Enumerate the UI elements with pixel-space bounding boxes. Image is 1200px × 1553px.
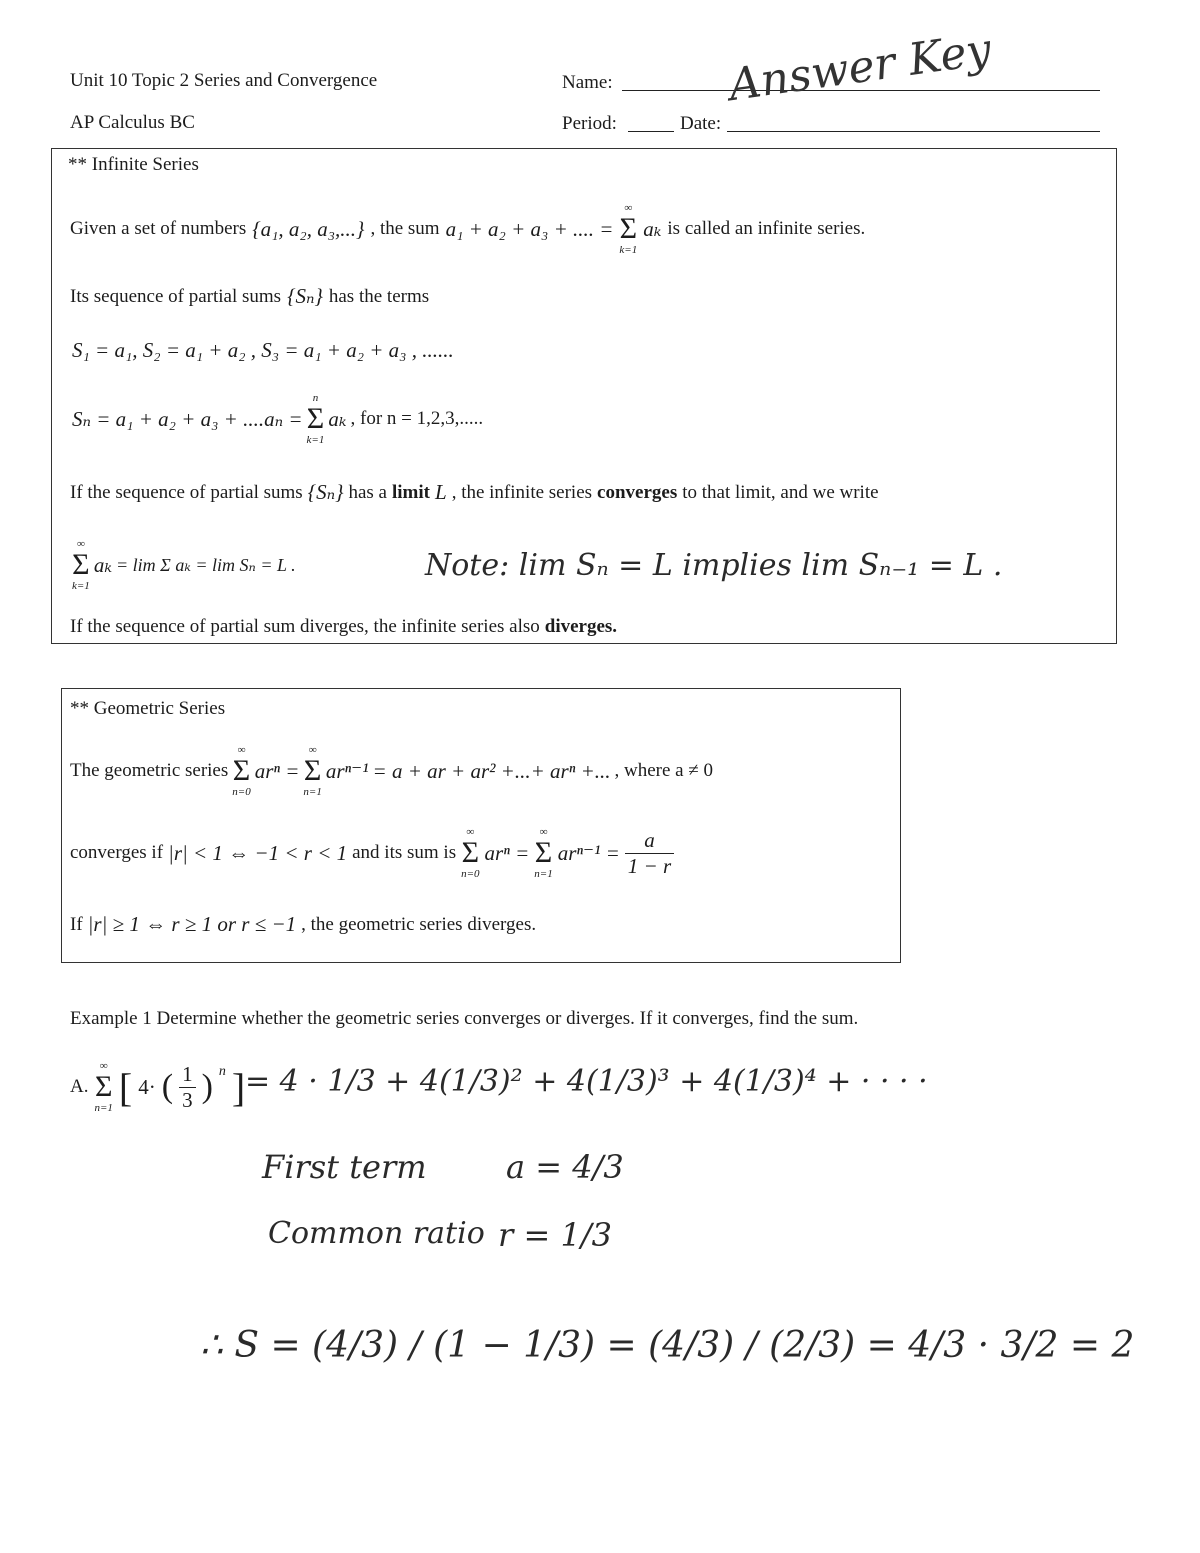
geo-line1-formula: = a + ar + ar² +...+ arⁿ +...: [372, 758, 611, 783]
sum-fraction: $\frac{a}{1 - r}$: [625, 828, 674, 879]
ar-n-1-2: arⁿ⁻¹ =: [557, 840, 620, 865]
partial-intro-post: has the terms: [328, 285, 430, 307]
limit-mid: has a: [348, 481, 387, 503]
geo-line3-post: , the geometric series diverges.: [301, 913, 537, 935]
geometric-line-3: [70, 912, 536, 937]
given-line: [70, 202, 865, 256]
limit-word: limit: [392, 481, 430, 503]
period-line[interactable]: [628, 131, 674, 132]
sigma-n0-inf: ∞ Σ n=0: [232, 744, 251, 798]
geo-line1-pre: The geometric series: [70, 760, 229, 781]
limit-post: to that limit, and we write: [682, 481, 879, 503]
answer-key-signature: Answer Key: [725, 23, 995, 112]
part-a-label: A.: [70, 1076, 89, 1097]
period-label: Period:: [562, 113, 617, 134]
ak-term-2: aₖ: [328, 406, 347, 431]
given-set: {a₁, a₂, a₃,...}: [252, 216, 365, 241]
limit-sentence: [70, 480, 879, 505]
given-mid: , the sum: [370, 218, 440, 239]
bracket-close: ]: [231, 1064, 246, 1110]
limit-formula-line: [72, 538, 296, 592]
sigma-k1-n: n Σ k=1: [306, 392, 325, 446]
sigma-n1-inf: ∞ Σ n=1: [303, 744, 322, 798]
limit-pre: If the sequence of partial sums: [70, 481, 303, 503]
exponent-n: n: [218, 1064, 226, 1079]
sn-formula-line: [72, 392, 483, 446]
geometric-line-2: [70, 826, 674, 880]
first-term-label: First term: [262, 1148, 427, 1186]
limit-mid2: , the infinite series: [451, 481, 593, 503]
sigma-k1-inf: ∞ Σ k=1: [619, 202, 638, 256]
name-label: Name:: [562, 72, 613, 93]
expansion-handwritten: = 4 · 1/3 + 4(1/3)² + 4(1/3)³ + 4(1/3)⁴ + · · · ·: [245, 1064, 928, 1099]
unit-title: Unit 10 Topic 2 Series and Convergence: [70, 70, 378, 91]
note-handwritten: Note: lim Sₙ = L implies lim Sₙ₋₁ = L .: [425, 548, 1003, 583]
date-label: Date:: [680, 113, 722, 134]
ak-term: aₖ: [643, 216, 662, 241]
ar-n-1: arⁿ⁻¹: [325, 758, 369, 783]
paren-open: (: [161, 1068, 174, 1105]
diverge-pre: If the sequence of partial sum diverges, the infinite series also: [70, 616, 540, 637]
diverge-sentence: [70, 616, 617, 638]
sum-work-handwritten: ∴ S = (4/3) / (1 − 1/3) = (4/3) / (2/3) = 4/3 · 3/2 = 2: [200, 1325, 1135, 1366]
geo-line2-pre: converges if: [70, 842, 164, 863]
geo-line3-cond: |r| ≥ 1 ⇔ r ≥ 1 or r ≤ −1: [87, 912, 297, 936]
bracket-open: [: [118, 1064, 133, 1110]
geo-line1-post: , where a ≠ 0: [614, 760, 714, 781]
example1-part-a: [70, 1060, 245, 1114]
geo-line2-mid: and its sum is: [352, 842, 457, 863]
partial-terms: S₁ = a₁, S₂ = a₁ + a₂ , S₃ = a₁ + a₂ + a₃ , ......: [72, 338, 454, 362]
sn-set: {Sₙ}: [287, 284, 323, 308]
sigma-k1-inf-2: ∞ Σ k=1: [72, 538, 90, 592]
converges-word: converges: [597, 481, 678, 503]
ak-term-3: aₖ: [93, 552, 112, 577]
geometric-line-1: [70, 744, 713, 798]
example1-prompt: Example 1 Determine whether the geometric series converges or diverges. If it converges, find the sum.: [70, 1008, 859, 1029]
diverge-word: diverges.: [544, 616, 618, 637]
geo-line2-cond: |r| < 1 ⇔ −1 < r < 1: [168, 840, 348, 865]
infinite-series-heading: ** Infinite Series: [68, 154, 199, 175]
one-third-fraction: $\frac{1}{3}$: [179, 1062, 196, 1113]
four-coef: 4·: [138, 1074, 156, 1099]
partial-intro-pre: Its sequence of partial sums: [70, 285, 282, 307]
first-term-value: a = 4/3: [506, 1148, 624, 1186]
common-ratio-label: Common ratio: [268, 1216, 485, 1251]
sn-tail: , for n = 1,2,3,.....: [350, 408, 484, 429]
limit-formula: = lim Σ aₖ = lim Sₙ = L .: [115, 554, 296, 575]
ar-n-2: arⁿ =: [484, 840, 530, 865]
sn-set-2: {Sₙ}: [307, 480, 344, 504]
given-sum: a₁ + a₂ + a₃ + .... =: [445, 216, 614, 241]
geometric-series-heading: ** Geometric Series: [70, 698, 226, 719]
course-title: AP Calculus BC: [70, 112, 195, 133]
paren-close: ): [201, 1068, 213, 1105]
given-post: is called an infinite series.: [667, 218, 866, 239]
date-line[interactable]: [727, 131, 1100, 132]
ar-n: arⁿ =: [254, 758, 300, 783]
given-pre: Given a set of numbers: [70, 218, 247, 239]
sigma-n0-inf-2: ∞ Σ n=0: [461, 826, 480, 880]
sigma-n1-inf-3: ∞ Σ n=1: [94, 1060, 113, 1114]
sn-formula: Sₙ = a₁ + a₂ + a₃ + ....aₙ =: [72, 406, 303, 431]
partial-sums-intro: [70, 284, 429, 309]
geo-line3-pre: If: [70, 913, 83, 935]
common-ratio-value: r = 1/3: [498, 1216, 612, 1254]
sigma-n1-inf-2: ∞ Σ n=1: [534, 826, 553, 880]
limit-L: L: [435, 480, 447, 504]
